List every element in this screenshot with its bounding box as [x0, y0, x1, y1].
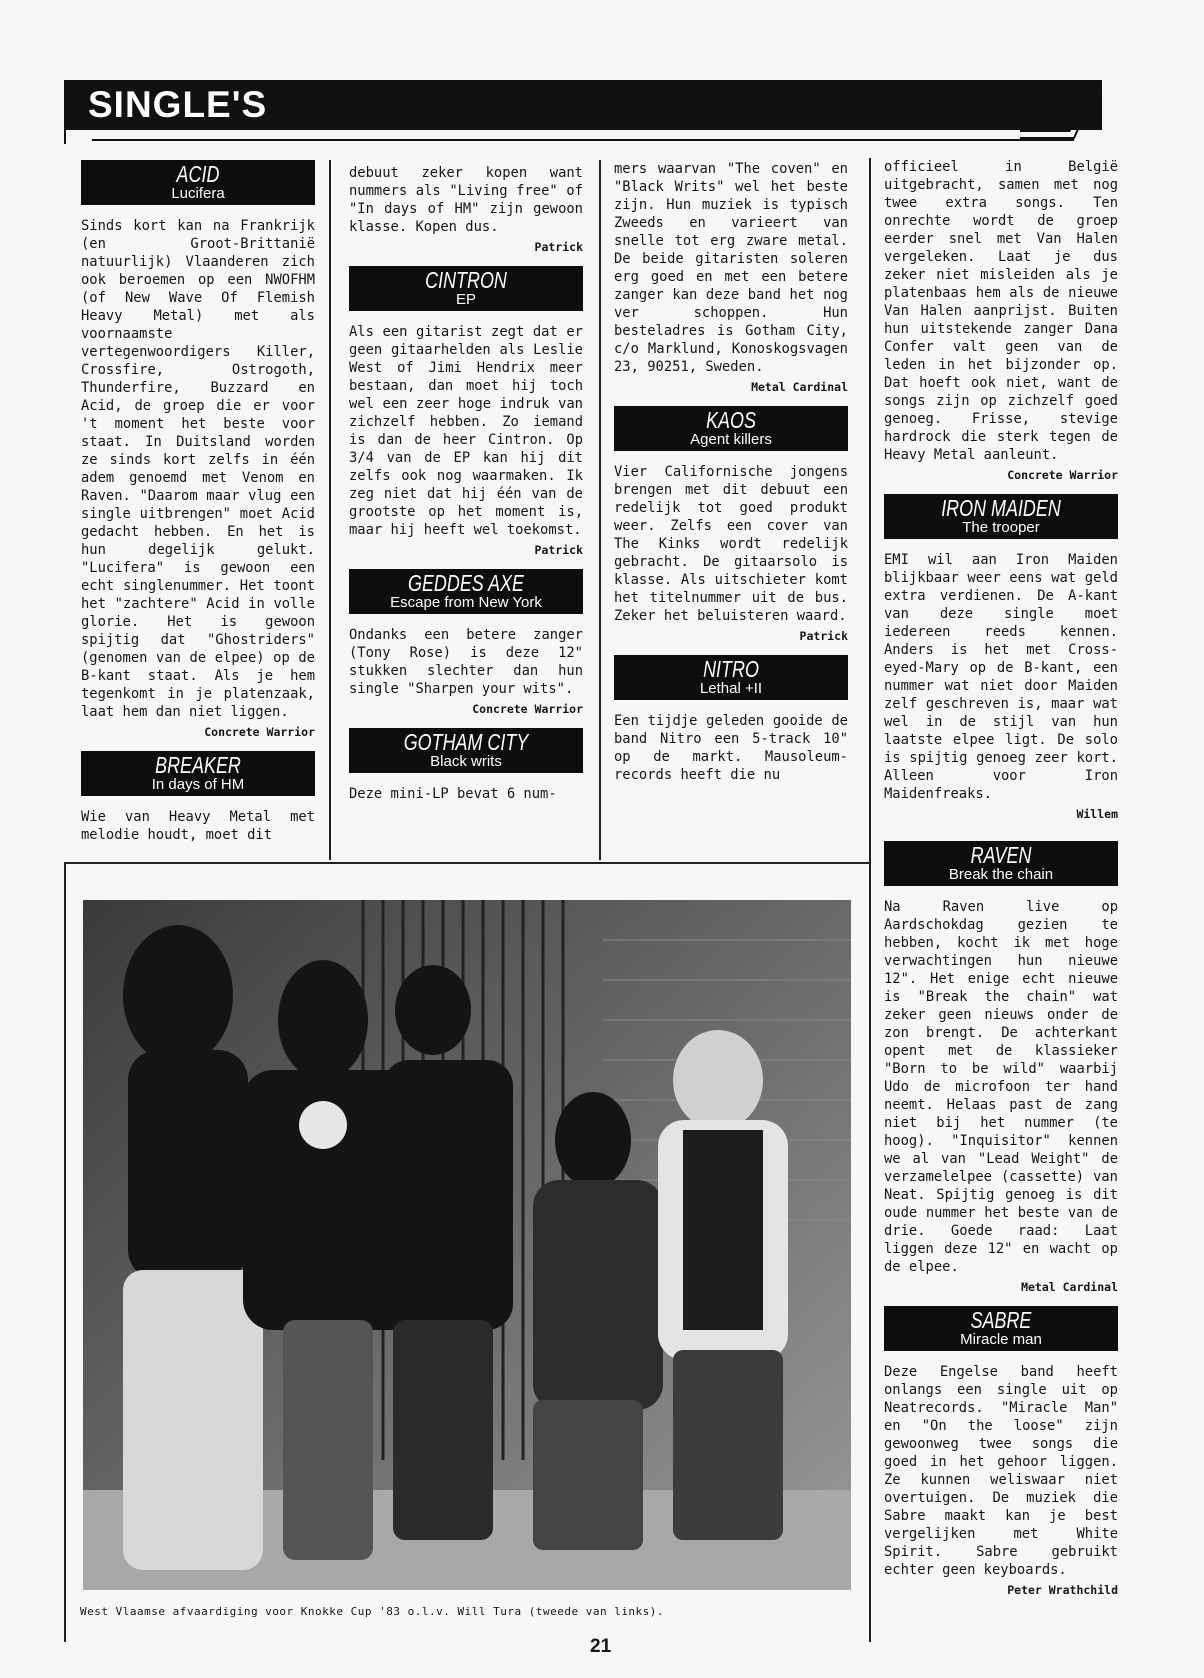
review-author: Patrick — [799, 629, 848, 643]
review-subtitle: Lethal +II — [699, 680, 763, 697]
review-title: BREAKER — [155, 752, 241, 778]
band-photo — [83, 900, 851, 1590]
review-subtitle: EP — [455, 291, 476, 308]
review-text: Deze Engelse band heeft onlangs een single uit op Neatrecords. "Miracle Man" en "On the loose" zijn gewoonweg twee songs die goed in het gehoor liggen. Ze kunnen weliswaar niet overtuigen. De muziek die Sabre maakt kan je best vergelijken met White Spirit. Sabre gebruikt echter geen keyboards. — [884, 1364, 1118, 1578]
review-header — [349, 728, 583, 773]
review-title: KAOS — [706, 407, 756, 433]
header-rule-left — [64, 130, 66, 144]
review-header — [614, 655, 848, 700]
header-rule — [92, 139, 1074, 141]
page-title: SINGLE'S — [88, 84, 268, 125]
review-text: mers waarvan "The coven" en "Black Writs" wel het beste zijn. Hun muziek is typisch Zweeds en varieert van snelle tot erg zware metal. De beide gitaristen soleren erg goed en met een betere zanger kan deze band het nog ver schoppen. Hun besteladres is Gotham City, c/o Marklund, Konoskogsvagen 23, 90251, Sweden. — [614, 161, 848, 375]
review-subtitle: Escape from New York — [390, 594, 542, 611]
review-text: Wie van Heavy Metal met melodie houdt, moet dit — [81, 809, 315, 843]
review-subtitle: Miracle man — [960, 1331, 1042, 1348]
review-subtitle: The trooper — [962, 519, 1040, 536]
review-header — [81, 160, 315, 205]
column-3 — [614, 160, 848, 784]
review-author: Patrick — [534, 240, 583, 254]
review-text: EMI wil aan Iron Maiden blijkbaar weer eens wat geld extra verdienen. De A-kant van deze single moet iedereen reeds kennen. Anders is het met Cross-eyed-Mary op de B-kant, een nummer wat niet door Maiden zelf geschreven is, maar wat wel in de stijl van hun laatste elpee ligt. De solo is spijtig genoeg zeer kort. Alleen voor Iron Maidenfreaks. — [884, 552, 1118, 802]
column-4 — [884, 158, 1118, 1609]
review-title: GOTHAM CITY — [403, 729, 529, 755]
column-rule — [329, 160, 331, 860]
review-text: Na Raven live op Aardschokdag gezien te hebben, kocht ik met hoge verwachtingen hun nieuwe 12". Het enige echt nieuwe is "Break the chain" wat zeker geen nieuws onder de zon brengt. De achterkant opent met de klassieker "Born to be wild" waarbij Udo de microfoon ter hand neemt. Helaas past de zang niet bij het nummer (te hoog). "Inquisitor" kennen we al van "Lead Weight" de verzamelelpee (cassette) van Neat. Spijtig genoeg is dit oude nummer het beste van de drie. Goede raad: Laat liggen deze 12" en wacht op de elpee. — [884, 899, 1118, 1275]
review-author: Metal Cardinal — [1021, 1280, 1118, 1294]
column-rule — [64, 862, 66, 1642]
column-rule — [869, 158, 871, 1642]
photo-rule — [64, 862, 870, 864]
review-author: Willem — [1076, 807, 1118, 821]
review-subtitle: In days of HM — [151, 776, 245, 793]
review-header — [349, 266, 583, 311]
review-text: Ondanks een betere zanger (Tony Rose) is deze 12" stukken slechter dan hun single "Sharpen your wits". — [349, 627, 583, 697]
review-header — [884, 494, 1118, 539]
review-text: Deze mini-LP bevat 6 num- — [349, 786, 557, 802]
review-subtitle: Break the chain — [948, 866, 1054, 883]
review-subtitle: Lucifera — [171, 185, 225, 202]
review-title: GEDDES AXE — [407, 570, 524, 596]
page-number: 21 — [590, 1636, 612, 1657]
review-header — [884, 841, 1118, 886]
review-title: SABRE — [970, 1307, 1032, 1333]
review-title: NITRO — [703, 656, 759, 682]
review-author: Concrete Warrior — [1007, 468, 1118, 482]
review-author: Concrete Warrior — [204, 725, 315, 739]
review-title: ACID — [176, 161, 220, 187]
review-header — [884, 1306, 1118, 1351]
review-text: Vier Californische jongens brengen met dit debuut een redelijk tot goed produkt weer. Zelfs een cover van The Kinks wordt redelijk gebracht. De gitaarsolo is klasse. Als uitschieter komt het titelnummer uit de bus. Zeker het beluisteren waard. — [614, 464, 848, 624]
review-title: RAVEN — [970, 842, 1032, 868]
review-header — [614, 406, 848, 451]
review-text: officieel in België uitgebracht, samen met nog twee extra songs. Ten onrechte wordt de groep eerder snel met Van Halen vergeleken. Laat je dus zeker niet misleiden als je platenbaas hem als de nieuwe Van Halen aanprijst. Buiten hun uitstekende zanger Dana Confer valt geen van de leden in het bijzonder op. Dat hoeft ook niet, want de songs zijn op zichzelf goed genoeg. Frisse, stevige hardrock die sterk tegen de Heavy Metal aanleunt. — [884, 159, 1118, 463]
review-text: debuut zeker kopen want nummers als "Living free" of "In days of HM" zijn gewoon klasse. Kopen dus. — [349, 165, 583, 235]
review-title: CINTRON — [425, 267, 507, 293]
review-header — [81, 751, 315, 796]
column-rule — [599, 160, 601, 860]
review-author: Peter Wrathchild — [1007, 1583, 1118, 1597]
header-slant — [1020, 80, 1100, 142]
photo-caption: West Vlaamse afvaardiging voor Knokke Cup '83 o.l.v. Will Tura (tweede van links). — [80, 1605, 665, 1618]
review-subtitle: Agent killers — [690, 431, 772, 448]
review-text: Als een gitarist zegt dat er geen gitaarhelden als Leslie West of Jimi Hendrix meer bestaan, dan moet hij toch wel een zeer hoge indruk van zichzelf hebben. Zo iemand is dan de heer Cintron. Op 3/4 van de EP kan hij dit zelfs ook nog waarmaken. Ik zeg niet dat hij één van de grootste op het moment is, maar hij heeft wel toekomst. — [349, 324, 583, 538]
review-author: Concrete Warrior — [472, 702, 583, 716]
review-author: Patrick — [534, 543, 583, 557]
column-2 — [349, 164, 583, 803]
review-author: Metal Cardinal — [751, 380, 848, 394]
review-header — [349, 569, 583, 614]
review-text: Een tijdje geleden gooide de band Nitro een 5-track 10" op de markt. Mausoleum-records heeft die nu — [614, 713, 848, 783]
column-1 — [81, 160, 315, 844]
review-text: Sinds kort kan na Frankrijk (en Groot-Brittanië natuurlijk) Vlaanderen zich ook beroemen op een NWOFHM (of New Wave Of Flemish Heavy Metal) met als voornaamste vertegenwoordigers Killer, Crossfire, Ostrogoth, Thunderfire, Buzzard en Acid, de groep die er voor 't moment het beste voor staat. In Duitsland worden ze sinds kort zelfs in één adem genoemd met Venom en Raven. "Daarom maar vlug een single uitbrengen" moet Acid gedacht hebben. En het is hun degelijk gelukt. "Lucifera" is gewoon een echt singlenummer. Het toont het "zachtere" Acid in volle glorie. Het is gewoon spijtig dat "Ghostriders" (genomen van de elpee) op de B-kant staat. Als je hem tegenkomt in je platenzaak, laat hem dan niet liggen. — [81, 218, 315, 720]
review-title: IRON MAIDEN — [941, 495, 1061, 521]
review-subtitle: Black writs — [430, 753, 502, 770]
